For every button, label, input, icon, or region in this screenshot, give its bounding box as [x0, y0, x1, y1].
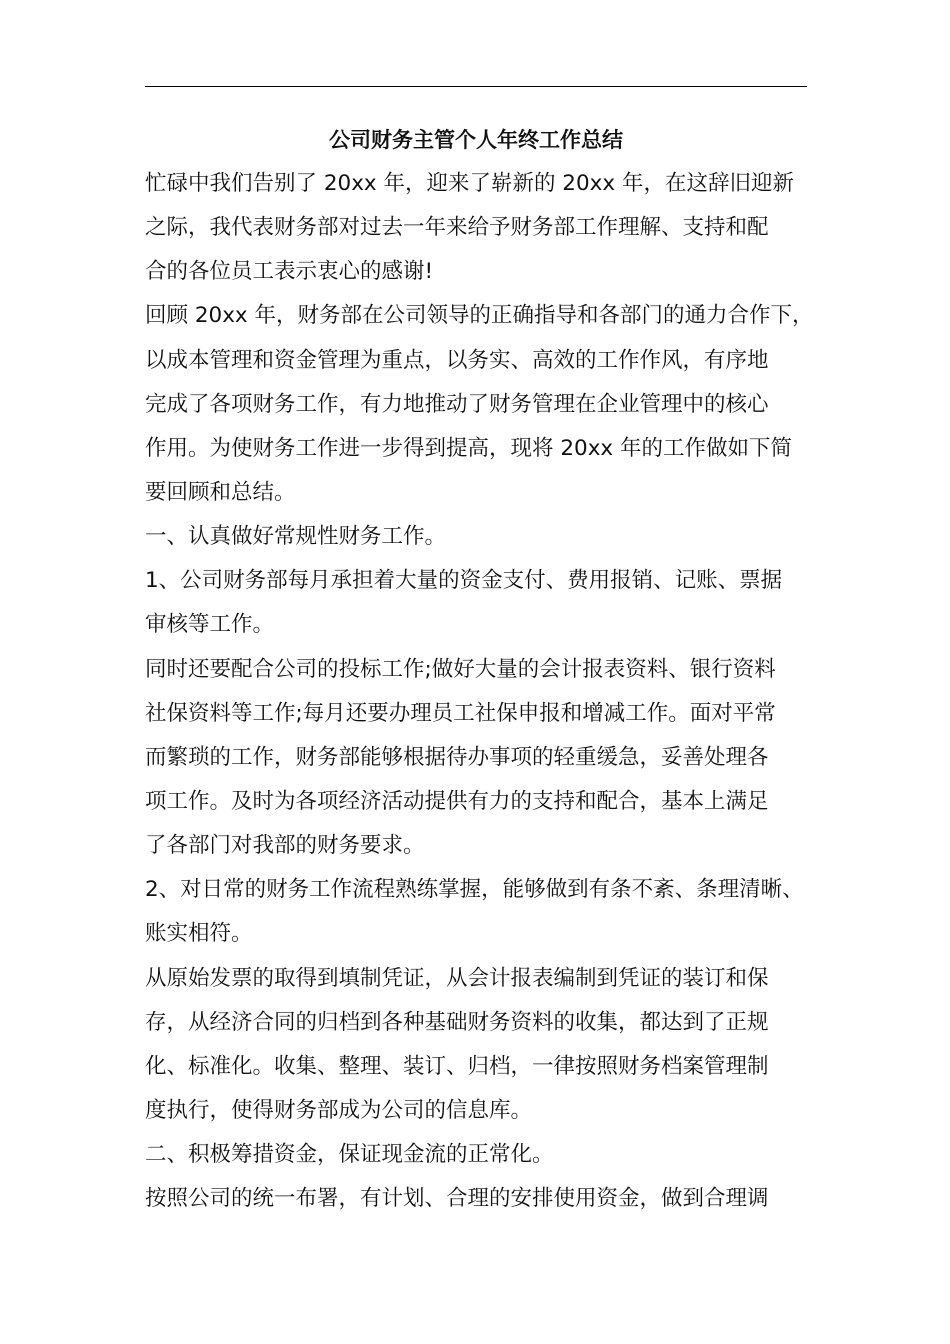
body-line: 忙碌中我们告别了 20xx 年，迎来了崭新的 20xx 年，在这辞旧迎新: [145, 171, 794, 196]
body-line: 2、对日常的财务工作流程熟练掌握，能够做到有条不紊、条理清晰、: [145, 877, 804, 903]
section-heading: 二、积极筹措资金，保证现金流的正常化。: [145, 1142, 554, 1168]
document-title: 公司财务主管个人年终工作总结: [329, 128, 623, 152]
body-line: 审核等工作。: [145, 612, 275, 638]
body-line: 从原始发票的取得到填制凭证，从会计报表编制到凭证的装订和保: [145, 965, 769, 991]
body-line: 要回顾和总结。: [145, 479, 296, 505]
body-line: 完成了各项财务工作，有力地推动了财务管理在企业管理中的核心: [145, 391, 769, 417]
body-line: 之际，我代表财务部对过去一年来给予财务部工作理解、支持和配: [145, 215, 769, 241]
body-line: 1、公司财务部每月承担着大量的资金支付、费用报销、记账、票据: [145, 568, 783, 594]
section-heading: 一、认真做好常规性财务工作。: [145, 524, 447, 550]
body-line: 回顾 20xx 年，财务部在公司领导的正确指导和各部门的通力合作下，: [145, 303, 814, 329]
body-line: 化、标准化。收集、整理、装订、归档，一律按照财务档案管理制: [145, 1053, 769, 1079]
body-line: 存，从经济合同的归档到各种基础财务资料的收集，都达到了正规: [145, 1009, 769, 1035]
body-line: 而繁琐的工作，财务部能够根据待办事项的轻重缓急，妥善处理各: [145, 744, 769, 770]
body-line: 作用。为使财务工作进一步得到提高，现将 20xx 年的工作做如下简: [145, 435, 792, 461]
body-line: 以成本管理和资金管理为重点，以务实、高效的工作作风，有序地: [145, 347, 769, 373]
body-line: 社保资料等工作;每月还要办理员工社保申报和增减工作。面对平常: [145, 700, 776, 726]
body-line: 度执行，使得财务部成为公司的信息库。: [145, 1097, 533, 1123]
body-line: 了各部门对我部的财务要求。: [145, 833, 425, 859]
body-line: 账实相符。: [145, 921, 253, 947]
body-line: 同时还要配合公司的投标工作;做好大量的会计报表资料、银行资料: [145, 656, 776, 682]
body-line: 按照公司的统一布署，有计划、合理的安排使用资金，做到合理调: [145, 1186, 769, 1212]
header-rule: [145, 86, 807, 87]
body-line: 项工作。及时为各项经济活动提供有力的支持和配合，基本上满足: [145, 788, 769, 814]
document-body: [145, 162, 813, 1221]
body-line: 合的各位员工表示衷心的感谢!: [145, 259, 434, 285]
